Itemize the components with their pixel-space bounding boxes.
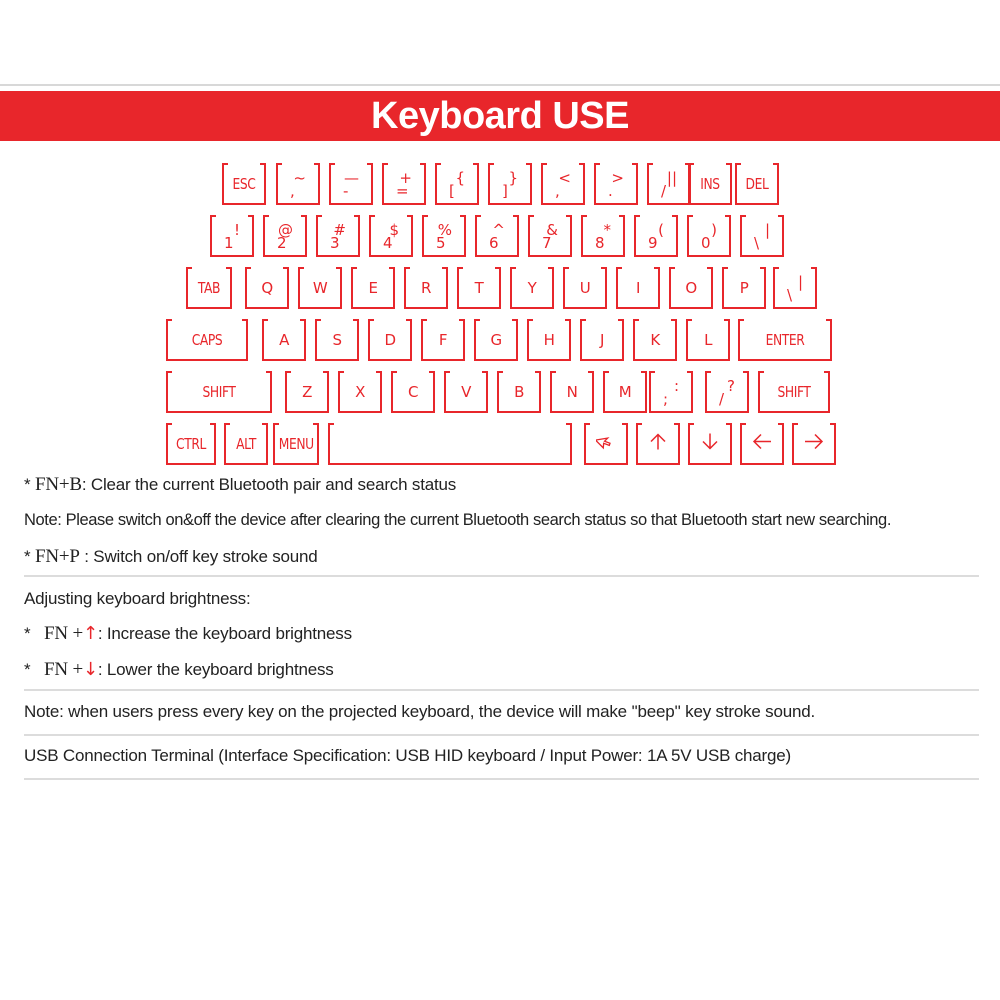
arrow-up-icon: ↑ [82,623,98,644]
arrow-down-icon [700,432,720,457]
arrow-up-icon [648,432,668,457]
key-y[interactable] [510,267,554,309]
key-bottom-symbol: 9 [648,234,658,252]
key-top-symbol: ^ [492,221,505,239]
key-tab[interactable] [186,267,232,309]
key-u[interactable] [563,267,607,309]
key-caps[interactable] [166,319,248,361]
lower-text: : Lower the keyboard brightness [97,660,334,679]
key-label: D [384,331,396,349]
key-k[interactable] [633,319,677,361]
key-g[interactable] [474,319,518,361]
key-label: SHIFT [202,383,236,401]
key-label: DEL [745,175,769,193]
key-bottom-symbol: / [719,390,725,408]
key-label: X [355,383,365,401]
key-top-symbol: ) [711,221,717,239]
divider [24,575,979,577]
key-1[interactable] [210,215,254,257]
fn-p-line [24,546,318,568]
brightness-heading: Adjusting keyboard brightness: [24,589,251,608]
key-ins[interactable] [688,163,732,205]
cursor-icon [596,432,616,457]
key-top-symbol: * [603,221,611,239]
key-backslash[interactable] [740,215,784,257]
key-h[interactable] [527,319,571,361]
key-f[interactable] [421,319,465,361]
beep-note: Note: when users press every key on the projected keyboard, the device will make ''beep'' key stroke sound. [24,702,816,721]
key-label: INS [700,175,720,193]
key-alt[interactable] [224,423,268,465]
key-label: CAPS [191,331,223,349]
key-top-symbol: + [399,169,412,187]
key-bottom-symbol: 5 [436,234,446,252]
key-bottom-symbol: 6 [489,234,499,252]
key-bottom-symbol: \ [754,234,760,252]
key-top-symbol: | [764,221,770,239]
key-b[interactable] [497,371,541,413]
key-2[interactable] [263,215,307,257]
key-label: M [618,383,632,401]
key-label: ESC [232,175,256,193]
key-label: T [474,279,484,297]
key-backslash-2[interactable] [773,267,817,309]
key-label: K [650,331,660,349]
divider [24,778,979,780]
arrow-right-icon [803,432,825,457]
key-bottom-symbol: ; [663,390,669,408]
key-top-symbol: < [558,169,571,187]
key-bottom-symbol: [ [449,182,455,200]
key-o[interactable] [669,267,713,309]
fn-b-line [24,474,456,496]
key-label: C [408,383,418,401]
key-r[interactable] [404,267,448,309]
key-s[interactable] [315,319,359,361]
key-label: Y [527,279,537,297]
key-5[interactable] [422,215,466,257]
key-label: L [704,331,712,349]
key-top-symbol: ~ [293,169,306,187]
key-label: H [543,331,555,349]
key-down[interactable] [688,423,732,465]
key-shift-right[interactable] [758,371,830,413]
increase-text: : Increase the keyboard brightness [97,624,352,643]
key-i[interactable] [616,267,660,309]
key-label: O [685,279,697,297]
key-bottom-symbol: 0 [701,234,711,252]
key-0[interactable] [687,215,731,257]
key-label: MENU [278,435,314,453]
key-bottom-symbol: / [661,182,667,200]
key-e[interactable] [351,267,395,309]
key-question[interactable] [705,371,749,413]
key-label: Q [261,279,273,297]
key-label: SHIFT [777,383,811,401]
bullet: * [24,547,31,566]
key-pipe[interactable] [647,163,691,205]
key-label: S [332,331,342,349]
key-bottom-symbol: ] [502,182,508,200]
key-less-than[interactable] [541,163,585,205]
brightness-lower-line [24,659,334,681]
key-enter[interactable] [738,319,832,361]
key-esc[interactable] [222,163,266,205]
key-left[interactable] [740,423,784,465]
key-bottom-symbol: 3 [330,234,340,252]
key-top-symbol: ( [658,221,664,239]
key-tilde[interactable] [276,163,320,205]
key-label: ALT [236,435,256,453]
key-top-symbol: — [344,169,359,187]
key-space[interactable] [328,423,572,465]
fn-p-text: : Switch on/off key stroke sound [79,547,318,566]
key-brace-right[interactable] [488,163,532,205]
bullet: * [24,475,31,494]
fn-key: FN + [44,659,83,680]
key-6[interactable] [475,215,519,257]
key-bottom-symbol: 2 [277,234,287,252]
key-top-symbol: $ [389,221,399,239]
key-a[interactable] [262,319,306,361]
key-t[interactable] [457,267,501,309]
key-top-symbol: { [455,169,465,187]
key-brace-left[interactable] [435,163,479,205]
key-top-symbol: # [333,221,346,239]
key-4[interactable] [369,215,413,257]
key-label: TAB [197,279,221,297]
key-label: CTRL [176,435,206,453]
key-d[interactable] [368,319,412,361]
fn-b-text: : Clear the current Bluetooth pair and search status [81,475,457,494]
key-label: P [739,279,749,297]
key-label: F [438,331,448,349]
key-3[interactable] [316,215,360,257]
key-top-symbol: : [673,377,679,395]
key-bottom-symbol: . [608,182,613,200]
key-p[interactable] [722,267,766,309]
key-top-symbol: ! [233,221,240,239]
key-bottom-symbol: 1 [224,234,234,252]
fn-b-key: FN+B [34,474,82,495]
key-ctrl[interactable] [166,423,216,465]
key-label: N [566,383,578,401]
bullet: * [24,624,31,643]
key-label: Z [302,383,312,401]
key-bottom-symbol: - [343,182,349,200]
arrow-down-icon: ↓ [82,659,98,680]
key-shift-left[interactable] [166,371,272,413]
key-9[interactable] [634,215,678,257]
key-label: G [490,331,502,349]
key-label: V [461,383,471,401]
divider [24,689,979,691]
key-x[interactable] [338,371,382,413]
key-z[interactable] [285,371,329,413]
arrow-left-icon [751,432,773,457]
key-minus[interactable] [329,163,373,205]
key-label: ENTER [765,331,805,349]
bluetooth-note: Note: Please switch on&off the device after clearing the current Bluetooth search status so that Bluetooth start new searching. [24,511,891,529]
brightness-increase-line [24,623,352,645]
fn-p-key: FN+P [34,546,80,567]
key-top-symbol: @ [278,221,293,239]
key-del[interactable] [735,163,779,205]
key-top-symbol: || [666,169,677,187]
key-q[interactable] [245,267,289,309]
key-label: J [600,331,604,349]
key-right[interactable] [792,423,836,465]
key-n[interactable] [550,371,594,413]
key-7[interactable] [528,215,572,257]
key-m[interactable] [603,371,647,413]
key-greater-than[interactable] [594,163,638,205]
key-bottom-symbol: , [555,182,560,200]
key-top-symbol: } [508,169,518,187]
key-top-symbol: > [611,169,624,187]
key-label: B [514,383,524,401]
key-8[interactable] [581,215,625,257]
key-up[interactable] [636,423,680,465]
key-label: A [279,331,289,349]
divider [24,734,979,736]
key-top-symbol: ? [727,377,735,395]
key-label: R [421,279,431,297]
key-label: E [368,279,378,297]
key-l[interactable] [686,319,730,361]
page-title: Keyboard USE [371,94,629,137]
key-v[interactable] [444,371,488,413]
key-bottom-symbol: = [396,182,409,200]
key-label: I [636,279,640,297]
key-bottom-symbol: \ [787,286,793,304]
bullet: * [24,660,31,679]
key-bottom-symbol: 7 [542,234,552,252]
usb-note: USB Connection Terminal (Interface Specification: USB HID keyboard / Input Power: 1A 5V USB charge) [24,746,791,765]
key-label: W [312,279,328,297]
key-c[interactable] [391,371,435,413]
title-banner [0,91,1000,141]
key-top-symbol: % [437,221,452,239]
key-label: U [579,279,591,297]
key-j[interactable] [580,319,624,361]
keyboard [0,0,1000,480]
key-menu[interactable] [273,423,319,465]
key-cursor[interactable] [584,423,628,465]
key-bottom-symbol: 4 [383,234,393,252]
key-bottom-symbol: , [290,182,295,200]
top-rule [0,84,1000,86]
key-colon[interactable] [649,371,693,413]
key-w[interactable] [298,267,342,309]
key-bottom-symbol: 8 [595,234,605,252]
key-plus[interactable] [382,163,426,205]
key-top-symbol: | [797,273,803,291]
key-top-symbol: & [546,221,558,239]
fn-key: FN + [44,623,83,644]
